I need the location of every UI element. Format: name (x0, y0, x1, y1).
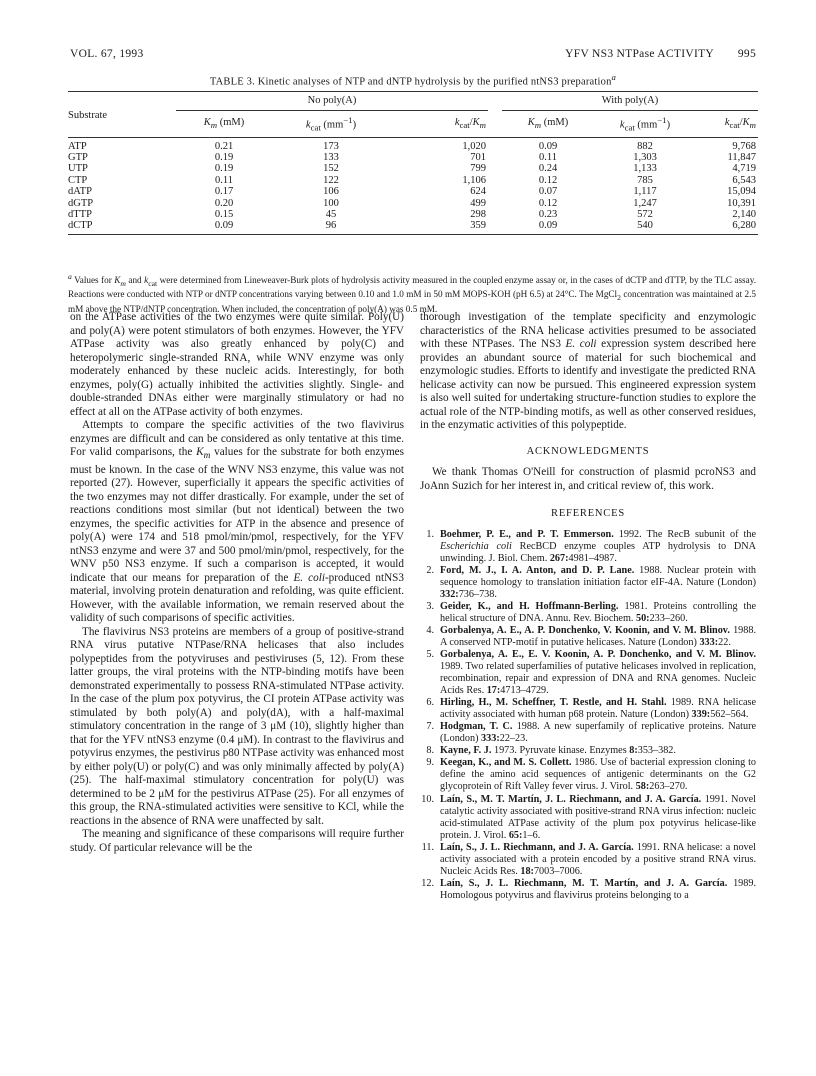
reference-text: RecBCD enzyme couples ATP hydrolysis to DNA unwinding. J. Biol. Chem. (440, 540, 757, 564)
reference-authors: Laín, S., J. L. Riechmann, and J. A. García. (440, 841, 634, 853)
reference-number: 11. (421, 841, 434, 853)
reference-volume: 332: (440, 588, 459, 600)
row-kcat-with-polya: 785 (637, 174, 653, 186)
paragraph-text: The flavivirus NS3 proteins are members of a group of positive-strand RNA virus putative NTPase/RNA helicases that also includes polypeptides from the potyviruses and pestiviruses (5, 12). From these latter groups, the viral proteins with the NTP-binding motifs have been demonstrated experimentally to possess RNA-stimulated NTPase activity. In the case of the plum pox potyvirus, the CI protein ATPase activity was stimulated by both poly(A) and poly(dA), with a half-maximal stimulatory concentration in the range of 3 (70, 625, 404, 733)
row-km-no-polya: 0.21 (214, 140, 234, 152)
row-ratio-with-polya: 11,847 (727, 152, 756, 163)
paragraph-text: Attempts to compare the specific activities of the two flavivirus enzymes are difficult and can be considered as only tentative at this time. For valid comparisons, the (70, 419, 404, 458)
reference-volume: 17: (486, 685, 501, 697)
paragraph: on the ATPase activities of the two enzymes were quite similar. Poly(U) and poly(A) were potent stimulators of both enzymes. However, the YFV ATPase activity was also greatly enhanced by poly(C) and heteropolymeric single-stranded RNA, while WNV enzyme was only moderately enhanced by these nucleic acids. Interestingly, for both enzymes, poly(G) actually inhibited the activities slightly. Single- and double-stranded DNAs either were marginally stimulatory or had no effect at all on the ATPase activity of both enzymes. (70, 311, 404, 418)
reference-volume: 8: (629, 745, 638, 757)
km-header-2 (502, 111, 594, 137)
running-title: YFV NS3 NTPase ACTIVITY (565, 48, 714, 60)
row-substrate: UTP (68, 163, 88, 175)
paragraph-text: values for the substrate for both enzymes must be known. In the case of the WNV NS3 enzyme, this value was not reported (27). However, superficially it appears the specific activities of the two enzymes may not differ drastically. For example, under the set of reactions conditions most similar (but not identical) between the two enzymes, the specific activities for ATP in the absence and presence of poly(A) were 174 and 518 pmol/min/pmol, respectively, for the YFV ntNS3 enzyme and were 37 and 500 pmol/min/pmol, respectively, for the WNV p50 NS3 enzyme. If such a comparison is accepted, it would indicate that our means for preparation of the (70, 446, 404, 584)
reference-item (420, 878, 756, 902)
table-row (68, 186, 758, 197)
row-kcat-with-polya: 540 (594, 220, 696, 234)
row-kcat-no-polya: 106 (323, 186, 339, 198)
table-row (68, 137, 758, 152)
reference-volume: 267: (549, 552, 569, 564)
row-km-no-polya: 0.09 (176, 220, 272, 234)
table-row (68, 209, 758, 220)
row-km-with-polya: 0.23 (538, 209, 558, 221)
row-substrate: GTP (68, 152, 88, 163)
row-kcat-with-polya: 1,133 (633, 163, 657, 175)
km-header-2-unit: (mM) (541, 116, 569, 128)
row-ratio-no-polya: 624 (470, 186, 486, 198)
paragraph-km-sub: m (203, 451, 211, 462)
paragraph-text: M (10), slightly higher than that for the YFV ntNS3 enzyme (0.4 (70, 720, 404, 746)
reference-number: 1. (426, 528, 434, 540)
footnote-text-2: were determined from Lineweaver-Burk plots of hydrolysis activity measured in the coupled enzyme assay or, in the cases of dCTP and dTTP, by the TLC assay. Reactions were conducted with NTP or dNTP concentrations varying between 0.10 and 1.0 mM in 50 mM MOPS-KOH (pH 6.5) at 24°C. The MgCl (68, 275, 756, 300)
reference-authors: Gorbalenya, A. E., A. P. Donchenko, V. Koonin, and V. M. Blinov. (440, 624, 730, 636)
footnote-and: and (125, 275, 145, 286)
reference-text: 1989. Two related superfamilies of putative helicases involved in replication, recombination, repair and expression of DNA and RNA genomes. Nucleic Acids Res. (440, 661, 756, 697)
row-km-no-polya: 0.19 (214, 163, 234, 175)
reference-item (420, 649, 756, 697)
reference-authors: Hodgman, T. C. (440, 721, 513, 733)
reference-text: 1989. Homologous potyvirus and flavivirus proteins belonging to a (440, 877, 757, 901)
row-ratio-with-polya: 6,543 (732, 174, 756, 186)
paragraph-km: K (196, 446, 204, 458)
reference-italic: Escherichia coli (440, 540, 512, 552)
row-kcat-with-polya: 572 (637, 209, 653, 221)
reference-text: 1986. Use of bacterial expression cloning to define the amino acid sequences of antigenic determinants on the G2 glycoprotein of Rift Valley fever virus. J. Virol. (440, 757, 756, 793)
row-kcat-with-polya: 1,303 (633, 152, 657, 163)
reference-authors: Geider, K., and H. Hoffmann-Berling. (440, 600, 619, 612)
row-ratio-no-polya: 1,106 (462, 174, 486, 186)
ratio-header-km: K (472, 116, 480, 128)
reference-volume: 333: (699, 636, 719, 648)
reference-number: 8. (426, 745, 434, 757)
row-kcat-with-polya: 1,117 (633, 186, 657, 198)
reference-pages: 22. (718, 636, 731, 648)
paragraph-text: M for the pestivirus ATPase (25). For all enzymes of this group, the RNA-stimulated activities were sensitive to KCl, while the reactions in the absence of RNA were unaffected by salt. (70, 787, 404, 827)
mu-symbol: μ (270, 720, 277, 733)
row-km-no-polya: 0.15 (214, 209, 234, 221)
reference-list (420, 529, 756, 902)
paragraph-text: M). In contrast to the flavivirus and potyvirus enzymes, the pestivirus p80 NTPase activity was enhanced most by either poly(U) or poly(C) and was only minimally affected by poly(A) (25). The half-maximal stimulatory concentration for poly(U) was determined to be 2 (70, 733, 404, 800)
row-kcat-no-polya: 45 (325, 209, 337, 221)
row-kcat-no-polya: 133 (323, 152, 339, 163)
km-header-unit: (mM) (217, 116, 245, 128)
footnote-km-sub: m (120, 278, 126, 288)
mu-symbol: μ (237, 733, 244, 746)
row-ratio-with-polya: 15,094 (727, 186, 756, 198)
paragraph (70, 419, 404, 626)
reference-pages: 353–382. (637, 745, 676, 757)
row-gap (488, 186, 502, 197)
reference-volume: 58: (635, 781, 650, 793)
reference-authors: Laín, S., M. T. Martín, J. L. Riechmann, and J. A. García. (440, 793, 702, 805)
with-polya-group-label: With poly(A) (502, 92, 758, 111)
table-group-header-row (68, 92, 758, 112)
ratio-header-k: k (454, 116, 460, 128)
reference-pages: 4981–4987. (568, 552, 617, 564)
row-km-with-polya: 0.24 (538, 163, 558, 175)
row-substrate: CTP (68, 174, 88, 186)
table-caption-text: TABLE 3. Kinetic analyses of NTP and dNTP hydrolysis by the purified ntNS3 preparation (209, 76, 612, 88)
paragraph-text: expression system described here provides an abundant source of material for such biochemical and enzymologic studies. Efforts to identify and investigate the predicted RNA helicase activity can now be pursued. This engineered expression system is also well suited for undertaking structure-function studies to explore the actual role of the NTP-binding motifs, as well as other conserved residues, in the enzymatic activities of this polypeptide. (420, 338, 756, 431)
reference-pages: 736–738. (458, 588, 497, 600)
reference-volume: 65: (508, 829, 523, 841)
reference-number: 3. (426, 600, 434, 612)
km-header-2-k: K (527, 116, 535, 128)
reference-text: 1988. A conserved NTP-motif in putative helicases. Nature (London) (440, 624, 757, 648)
footnote-kcat-sub: cat (148, 278, 158, 288)
km-header (176, 111, 272, 137)
reference-pages: 263–270. (649, 781, 688, 793)
reference-text: 1988. Nuclear protein with sequence homology to translation initiation factor eIF-4A. Nature (London) (440, 564, 756, 588)
reference-item (420, 745, 756, 757)
kcat-header-sub: cat (310, 122, 321, 133)
row-km-with-polya: 0.12 (538, 197, 558, 209)
row-kcat-no-polya: 96 (272, 220, 390, 234)
row-gap (488, 220, 502, 234)
kcat-header-2 (594, 111, 696, 137)
kcat-header-2-sub: cat (624, 122, 635, 133)
reference-text: 1973. Pyruvate kinase. Enzymes (491, 745, 630, 757)
reference-item (420, 697, 756, 721)
reference-text: 1991. RNA helicase: a novel activity associated with a protein encoded by a positive strand RNA virus. Nucleic Acids Res. (440, 841, 756, 877)
row-kcat-with-polya: 882 (637, 140, 653, 152)
reference-item (420, 601, 756, 625)
reference-item (420, 529, 756, 565)
kinetics-table (68, 91, 758, 235)
row-km-no-polya: 0.20 (214, 197, 234, 209)
ratio-header-2-km: K (742, 116, 750, 128)
row-gap (488, 163, 502, 174)
kcat-header-k: k (305, 119, 311, 131)
table-row (68, 198, 758, 209)
reference-authors: Laín, S., J. L. Riechmann, M. T. Martín, and J. A. García. (440, 877, 728, 889)
kcat-header-2-close: ) (666, 119, 671, 131)
row-ratio-no-polya: 499 (470, 197, 486, 209)
reference-authors: Boehmer, P. E., and P. T. Emmerson. (440, 528, 614, 540)
header-gap (488, 111, 502, 137)
paragraph-text: thorough investigation of the template specificity and enzymologic characteristics of the RNA helicase activities presumed to be associated with these NTPases. The NS3 (420, 311, 756, 350)
paragraph-species: E. coli (293, 571, 325, 584)
row-km-with-polya: 0.09 (538, 140, 558, 152)
acknowledgments-text: We thank Thomas O'Neill for construction of plasmid pcroNS3 and JoAnn Suzich for her interest in, and critical review of, this work. (420, 466, 756, 492)
table-row (68, 152, 758, 163)
kcat-header-2-sup: −1 (657, 115, 667, 125)
reference-item (420, 794, 756, 842)
table-caption (60, 72, 766, 88)
footnote-kcat: k (144, 275, 149, 286)
with-polya-group-header (502, 92, 758, 112)
reference-authors: Ford, M. J., I. A. Anton, and D. P. Lane. (440, 564, 635, 576)
row-kcat-with-polya: 1,247 (633, 197, 657, 209)
reference-number: 9. (426, 757, 434, 769)
mu-symbol: μ (158, 787, 165, 800)
reference-authors: Hirling, H., M. Scheffner, T. Restle, and H. Stahl. (440, 697, 667, 709)
running-header (70, 48, 756, 64)
footnote-mgcl-sub: 2 (617, 293, 621, 303)
reference-volume: 333: (481, 733, 500, 745)
row-ratio-with-polya: 6,280 (696, 220, 758, 234)
reference-number: 5. (426, 648, 434, 660)
row-substrate: dCTP (68, 220, 176, 234)
footnote-km: K (114, 275, 121, 286)
row-substrate: dTTP (68, 209, 92, 221)
row-km-no-polya: 0.17 (214, 186, 234, 198)
ratio-header-2-k: k (724, 116, 730, 128)
row-km-with-polya: 0.11 (539, 152, 557, 163)
substrate-column-header: Substrate (68, 92, 176, 138)
row-gap (488, 175, 502, 186)
no-polya-group-label: No poly(A) (176, 92, 488, 111)
row-ratio-no-polya: 799 (470, 163, 486, 175)
reference-volume: 50: (635, 612, 650, 624)
row-ratio-no-polya: 1,020 (462, 140, 486, 152)
row-ratio-with-polya: 4,719 (732, 163, 756, 175)
reference-authors: Kayne, F. J. (440, 745, 492, 757)
paragraph-text: -produced ntNS3 material, involving protein denaturation and refolding, was quite efficient. However, with the available information, we remain reserved about the validity of such comparisons of specific activities. (70, 571, 404, 625)
row-kcat-no-polya: 100 (323, 197, 339, 209)
no-polya-group-header (176, 92, 488, 112)
row-gap (488, 209, 502, 220)
footnote-mark: a (68, 272, 72, 281)
row-km-with-polya: 0.12 (538, 174, 558, 186)
reference-item (420, 842, 756, 878)
reference-authors: Gorbalenya, A. E., E. V. Koonin, A. P. Donchenko, and V. M. Blinov. (440, 648, 756, 660)
ratio-header-slash: / (469, 116, 473, 128)
ratio-header-2 (696, 111, 758, 137)
reference-item (420, 565, 756, 601)
footnote-text-1: Values for (71, 275, 115, 286)
table-footnote (68, 271, 756, 315)
row-km-with-polya: 0.09 (502, 220, 594, 234)
paragraph (420, 311, 756, 433)
table-row (68, 175, 758, 186)
km-header-k: K (203, 116, 211, 128)
row-ratio-no-polya: 359 (390, 220, 488, 234)
reference-pages: 7003–7006. (533, 865, 583, 877)
kcat-header (272, 111, 390, 137)
reference-item (420, 757, 756, 793)
page-number: 995 (737, 48, 756, 60)
paragraph-species: E. coli (565, 338, 597, 350)
row-ratio-no-polya: 701 (470, 152, 486, 163)
volume-label: VOL. 67, 1993 (70, 48, 144, 60)
reference-text: 1991. Novel catalytic activity associated with positive-strand RNA virus infection: nucleic acid-stimulated ATPase activity of the plum pox potyvirus helicase-like protein. J. Virol. (440, 793, 757, 841)
row-gap (488, 198, 502, 209)
reference-number: 12. (421, 877, 434, 889)
row-substrate: ATP (68, 140, 87, 152)
reference-text: 1992. The RecB subunit of the (613, 528, 756, 540)
reference-pages: 4713–4729. (500, 685, 549, 697)
kcat-header-2-unit: (mm (634, 119, 658, 131)
reference-text: 1988. A new superfamily of replicative proteins. Nature (London) (440, 721, 756, 745)
row-substrate: dGTP (68, 197, 94, 209)
reference-item (420, 721, 756, 745)
reference-text: 1989. RNA helicase activity associated with human p68 protein. Nature (London) (440, 697, 756, 721)
row-gap (488, 137, 502, 152)
row-gap (488, 152, 502, 163)
ratio-header-2-slash: / (739, 116, 743, 128)
reference-pages: 233–260. (649, 612, 688, 624)
table-row (68, 220, 758, 234)
row-substrate: dATP (68, 186, 92, 198)
ratio-header-sub: cat (459, 119, 470, 130)
kcat-header-unit: (mm (320, 119, 344, 131)
paragraph: The meaning and significance of these comparisons will require further study. Of particular relevance will be the (70, 828, 404, 854)
reference-number: 10. (421, 793, 434, 805)
reference-pages: 1–6. (522, 829, 541, 841)
group-gap (488, 92, 502, 112)
kcat-header-2-k: k (619, 119, 625, 131)
row-ratio-with-polya: 10,391 (727, 197, 756, 209)
acknowledgments-heading: ACKNOWLEDGMENTS (526, 445, 650, 457)
reference-text: 1981. Proteins controlling the helical structure of DNA. Annu. Rev. Biochem. (440, 600, 756, 624)
row-kcat-no-polya: 152 (323, 163, 339, 175)
kcat-header-sup: −1 (343, 115, 353, 125)
reference-number: 7. (426, 721, 434, 733)
row-km-no-polya: 0.11 (215, 174, 233, 186)
table-caption-mark: a (611, 72, 617, 82)
row-ratio-with-polya: 9,768 (732, 140, 756, 152)
ratio-header-km-sub: m (479, 119, 486, 130)
reference-volume: 339: (691, 709, 711, 721)
references-heading: REFERENCES (551, 508, 625, 519)
reference-pages: 22–23. (499, 733, 528, 745)
reference-number: 6. (426, 697, 434, 709)
left-column (70, 311, 404, 855)
km-header-sub: m (210, 119, 218, 130)
row-kcat-no-polya: 173 (323, 140, 339, 152)
reference-volume: 18: (520, 865, 534, 877)
row-km-with-polya: 0.07 (538, 186, 558, 198)
ratio-header-2-sub: cat (729, 119, 740, 130)
footnote-text-3: concentration was maintained at 2.5 mM above the NTP/dNTP concentration. When included, the concentration of poly(A) was 0.5 mM. (68, 289, 756, 314)
table-row (68, 163, 758, 174)
row-kcat-no-polya: 122 (323, 174, 339, 186)
ratio-header (390, 111, 488, 137)
row-ratio-with-polya: 2,140 (732, 209, 756, 221)
reference-pages: 562–564. (710, 709, 749, 721)
reference-authors: Keegan, K., and M. S. Collett. (440, 757, 572, 769)
km-header-2-sub: m (534, 119, 542, 130)
reference-number: 4. (426, 624, 434, 636)
row-km-no-polya: 0.19 (214, 152, 234, 163)
right-column (420, 311, 756, 902)
kcat-header-close: ) (352, 119, 357, 131)
reference-number: 2. (426, 564, 434, 576)
reference-item (420, 625, 756, 649)
paragraph (70, 626, 404, 829)
row-ratio-no-polya: 298 (470, 209, 486, 221)
ratio-header-2-km-sub: m (749, 119, 756, 130)
